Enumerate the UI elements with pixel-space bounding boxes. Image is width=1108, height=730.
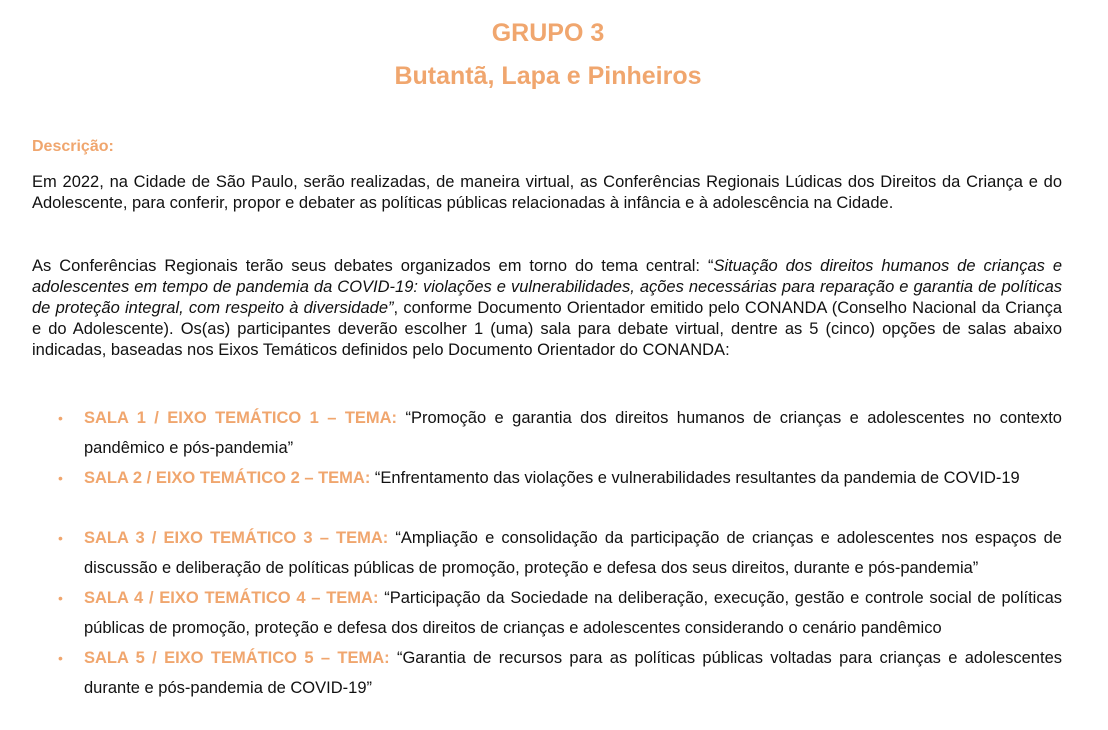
central-theme-text: Situação dos direitos humanos de crianças e adolescentes em tempo de pandemia da COVID-19: violações e vulnerabilidades, ações necessárias para reparação e garantia de políticas de proteção integral, com respeito à diversidade” (32, 257, 1063, 317)
sala-label: SALA 1 / EIXO TEMÁTICO 1 – TEMA: (84, 409, 398, 427)
sala-label: SALA 2 / EIXO TEMÁTICO 2 – TEMA: (84, 469, 371, 487)
list-item-sala-3 (56, 523, 1062, 583)
sala-label: SALA 4 / EIXO TEMÁTICO 4 – TEMA: (84, 589, 379, 607)
theme-paragraph (32, 256, 1062, 361)
sala-theme: “Enfrentamento das violações e vulnerabilidades resultantes da pandemia de COVID-19 (370, 469, 1020, 487)
group-subtitle: Butantã, Lapa e Pinheiros (394, 62, 702, 90)
salas-list (56, 403, 1062, 703)
bullet-icon: • (58, 470, 63, 486)
theme-paragraph-rest: , conforme Documento Orientador emitido pelo CONANDA (Conselho Nacional da Criança e do Adolescente). Os(as) participantes deverão escolher 1 (uma) sala para debate virtual, dentre as 5 (cinco) opções de salas abaixo indicadas, baseadas nos Eixos Temáticos definidos pelo Documento Orientador do CONANDA: (32, 299, 1062, 359)
sala-theme: “Ampliação e consolidação da participação de crianças e adolescentes nos espaços de discussão e deliberação de políticas públicas de promoção, proteção e defesa dos seus direitos, durante e pós-pandemia” (84, 529, 1062, 577)
description-label: Descrição: (32, 138, 114, 155)
sala-theme: “Promoção e garantia dos direitos humanos de crianças e adolescentes no contexto pandêmico e pós-pandemia” (84, 409, 1062, 457)
list-item-sala-2 (56, 463, 1062, 523)
bullet-icon: • (58, 410, 63, 426)
sala-theme: “Participação da Sociedade na deliberação, execução, gestão e controle social de políticas públicas de promoção, proteção e defesa dos direitos de crianças e adolescentes considerando o cenário pandêmico (84, 589, 1062, 637)
bullet-icon: • (58, 650, 63, 666)
theme-paragraph-intro: As Conferências Regionais terão seus debates organizados em torno do tema central: “ (32, 257, 714, 275)
sala-label: SALA 3 / EIXO TEMÁTICO 3 – TEMA: (84, 529, 389, 547)
group-title: GRUPO 3 (491, 19, 605, 47)
list-item-sala-1 (56, 403, 1062, 463)
list-item-sala-4 (56, 583, 1062, 643)
bullet-icon: • (58, 530, 63, 546)
sala-label: SALA 5 / EIXO TEMÁTICO 5 – TEMA: (84, 649, 390, 667)
intro-paragraph: Em 2022, na Cidade de São Paulo, serão realizadas, de maneira virtual, as Conferências Regionais Lúdicas dos Direitos da Criança e do Adolescente, para conferir, propor e debater as políticas públicas relacionadas à infância e à adolescência na Cidade. (32, 173, 1062, 212)
bullet-icon: • (58, 590, 63, 606)
list-item-sala-5 (56, 643, 1062, 703)
sala-theme: “Garantia de recursos para as políticas públicas voltadas para crianças e adolescentes durante e pós-pandemia de COVID-19” (84, 649, 1062, 697)
